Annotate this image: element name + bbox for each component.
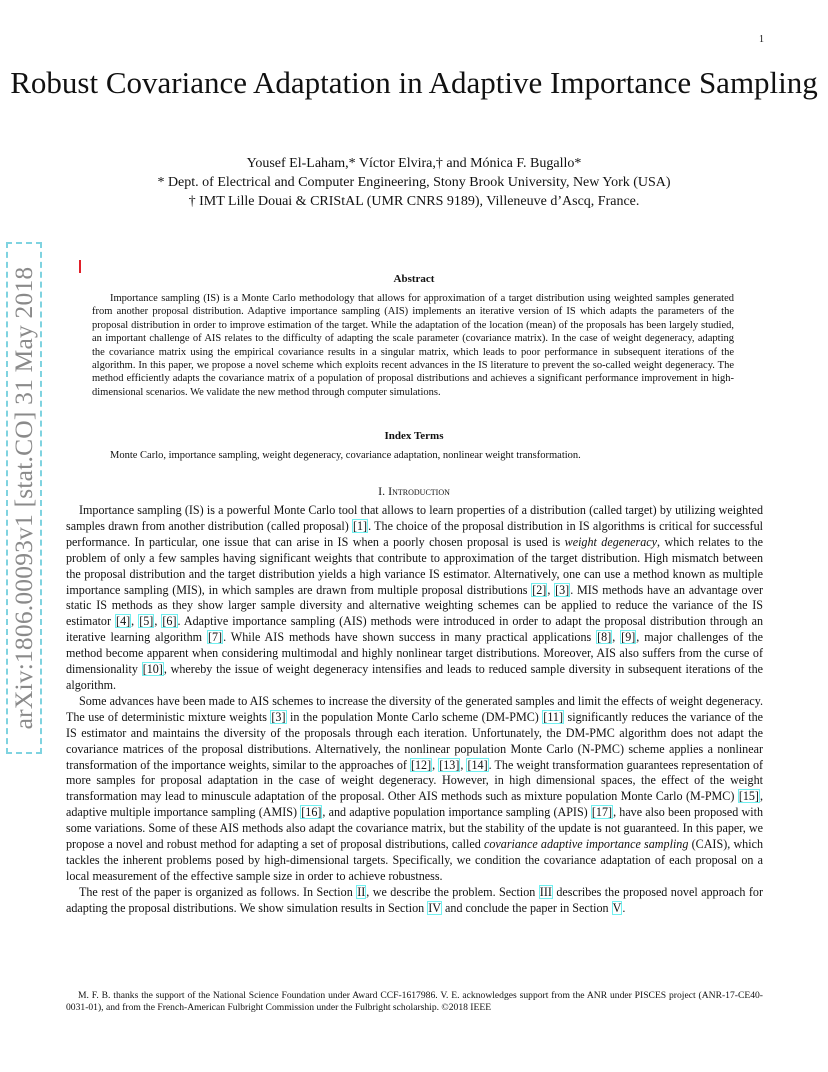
abstract-heading: Abstract xyxy=(393,273,435,285)
section-number: I. xyxy=(378,484,386,498)
citation-link[interactable]: [17] xyxy=(591,805,613,820)
citation-link[interactable]: [9] xyxy=(621,630,636,645)
citation-link[interactable]: [3] xyxy=(555,582,570,597)
citation-link[interactable]: [5] xyxy=(139,614,154,629)
citation-link[interactable]: [2] xyxy=(532,582,547,597)
paragraph-2: Some advances have been made to AIS schemes to increase the diversity of the generated samples and limit the effects of weight degeneracy. The use of deterministic mixture weights [3] in the population Monte Carlo scheme (DM-PMC) [11] significantly reduces the variance of the IS estimator and maintains the diversity of the proposals through each iteration. Unfortunately, the DM-PMC algorithm does not adapt the covariance matrices of the proposal distributions. Alternatively, the nonlinear population Monte Carlo (N-PMC) scheme applies a nonlinear transformation of the importance weights, similar to the approaches of [12], [13], [14]. The weight transformation guarantees representation of more samples for proposal adaptation in the case of weight degeneracy. However, in high dimensional spaces, the effect of the weight transformation may lead to minuscule adaptation of the proposal. Other AIS methods such as mixture population Monte Carlo (M-PMC) [15], adaptive multiple importance sampling (AMIS) [16], and adaptive population importance sampling (APIS) [17], have also been proposed with some variations. Some of these AIS methods also adapt the covariance matrix, but the stability of the update is not guaranteed. In this paper, we propose a novel and robust method for adapting a set of proposal distributions, called covariance adaptive importance sampling (CAIS), which tackles the inherent problems posed by high-dimensional targets. Specifically, we condition the covariance adaptation of each proposal on a local measurement of the effective sample size in order to achieve robustness. xyxy=(66,693,764,883)
body-text xyxy=(66,503,763,917)
paper-title: Robust Covariance Adaptation in Adaptive Importance Sampling xyxy=(10,65,818,100)
citation-link[interactable]: [7] xyxy=(207,630,223,645)
footnote: M. F. B. thanks the support of the National Science Foundation under Award CCF-1617986. V. E. acknowledges support from the ANR under PISCES project (ANR-17-CE40-0031-01), and from the French-American Fulbright Commission under the Fulbright scholarship. ©2018 IEEE xyxy=(66,990,763,1014)
citation-link[interactable]: [1] xyxy=(352,518,368,533)
index-terms-text: Monte Carlo, importance sampling, weight degeneracy, covariance adaptation, nonlinear weight transformation. xyxy=(110,450,581,461)
affiliation-2: † IMT Lille Douai & CRIStAL (UMR CNRS 9189), Villeneuve d’Ascq, France. xyxy=(188,194,640,209)
citation-link[interactable]: [4] xyxy=(116,614,131,629)
section-link[interactable]: IV xyxy=(428,900,442,915)
abstract-text: Importance sampling (IS) is a Monte Carlo methodology that allows for approximation of a target distribution using weighted samples generated from another proposal distribution. Adaptive importance sampling (AIS) implements an iterative version of IS which adapts the parameters of the proposal distribution in order to improve estimation of the target. While the adaptation of the location (mean) of the proposals has been largely studied, an important challenge of AIS relates to the difficulty of adapting the scale parameter (covariance matrix). In the case of weight degeneracy, adapting the covariance matrix using the empirical covariance results in a singular matrix, which leads to poor performance in subsequent iterations of the algorithm. In this paper, we propose a novel scheme which exploits recent advances in the IS literature to prevent the so-called weight degeneracy. The method efficiently adapts the covariance matrix of a population of proposal distributions and achieves a significant performance improvement in high-dimensional scenarios. We validate the new method through computer simulations. xyxy=(92,293,734,398)
citation-link[interactable]: [14] xyxy=(467,757,488,772)
author-block xyxy=(0,154,828,211)
affiliation-1: * Dept. of Electrical and Computer Engineering, Stony Brook University, New York (USA) xyxy=(157,175,671,190)
index-terms-heading: Index Terms xyxy=(384,430,444,442)
section-link[interactable]: V xyxy=(612,900,622,915)
page-number: 1 xyxy=(759,34,764,45)
section-link[interactable]: III xyxy=(539,884,552,899)
citation-link[interactable]: [16] xyxy=(301,805,322,820)
citation-link[interactable]: [15] xyxy=(738,789,759,804)
citation-link[interactable]: [6] xyxy=(162,614,177,629)
citation-link[interactable]: [11] xyxy=(543,709,563,724)
citation-link[interactable]: [13] xyxy=(439,757,460,772)
change-bar-mark xyxy=(79,260,81,273)
citation-link[interactable]: [10] xyxy=(142,662,163,677)
section-title: Introduction xyxy=(388,484,450,498)
citation-link[interactable]: [12] xyxy=(410,757,432,772)
paragraph-3: The rest of the paper is organized as follows. In Section II, we describe the problem. Section III describes the proposed novel approach for adapting the proposal distributions. We show simulation results in Section IV and conclude the paper in Section V. xyxy=(66,884,764,915)
paragraph-1: Importance sampling (IS) is a powerful Monte Carlo tool that allows to learn properties of a distribution (called target) by utilizing weighted samples drawn from another distribution (called proposal) [1]. The choice of the proposal distribution in IS algorithms is critical for successful performance. In particular, one issue that can arise in IS when a poorly chosen proposal is used is weight degeneracy, which relates to the problem of only a few samples having significant weights that contribute to approximation of the target distribution. High mismatch between the proposal distribution and the target distribution yields a high variance IS estimator. Alternatively, one can use a method known as multiple importance sampling (MIS), in which samples are drawn from multiple proposal distributions [2], [3]. MIS methods have an advantage over static IS methods as they show larger sample diversity and alternative weighting schemes can be applied to reduce the variance of the IS estimator [4], [5], [6]. Adaptive importance sampling (AIS) methods were introduced in order to adapt the proposal distribution through an iterative learning algorithm [7]. While AIS methods have shown success in many practical applications [8], [9], major challenges of the method become apparent when considering multimodal and highly nonlinear target distributions. Moreover, AIS also suffers from the curse of dimensionality [10], whereby the issue of weight degeneracy intensifies and leads to reduced sample diversity in subsequent iterations of the algorithm. xyxy=(66,503,763,692)
section-heading xyxy=(0,484,828,499)
citation-link[interactable]: [3] xyxy=(271,709,286,724)
section-link[interactable]: II xyxy=(357,884,366,899)
arxiv-stamp[interactable]: arXiv:1806.00093v1 [stat.CO] 31 May 2018 xyxy=(9,266,38,730)
author-names: Yousef El-Laham,* Víctor Elvira,† and Mónica F. Bugallo* xyxy=(246,156,582,171)
citation-link[interactable]: [8] xyxy=(597,630,612,645)
